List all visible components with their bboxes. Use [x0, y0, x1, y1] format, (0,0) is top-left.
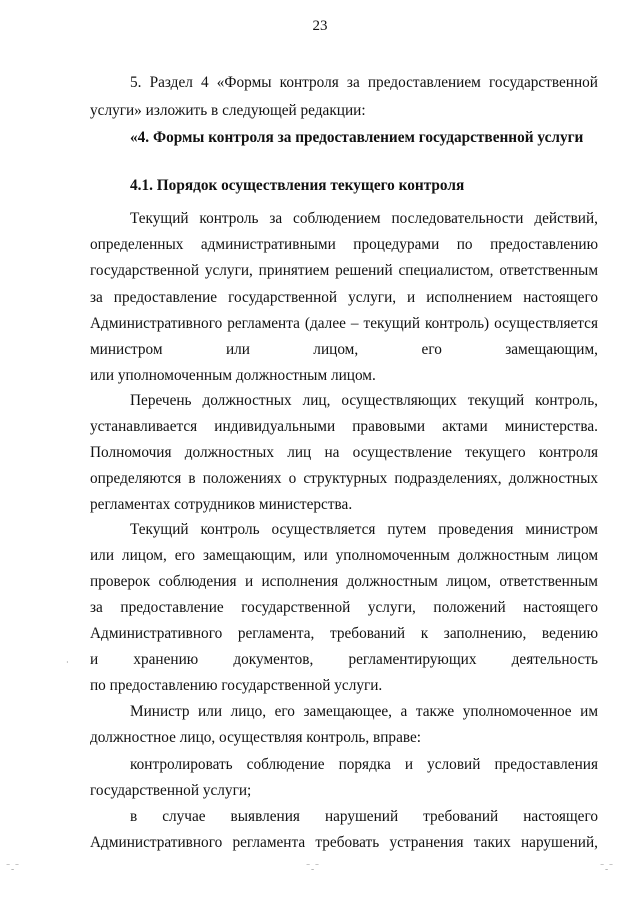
text-line: государственной услуги; — [90, 782, 252, 799]
text-line: Перечень должностных лиц, осуществляющих текущий контроль, — [130, 392, 598, 409]
text-line: 5. Раздел 4 «Формы контроля за предоставлением государственной — [130, 74, 598, 91]
page-number: 23 — [312, 18, 328, 34]
scan-mark: ⁻ˍ⁻ — [306, 862, 321, 871]
text-line: Текущий контроль осуществляется путем проведения министром — [130, 521, 598, 538]
text-line: Административного регламента требовать устранения таких нарушений, — [90, 834, 598, 851]
text-line: по предоставлению государственной услуги. — [90, 677, 383, 694]
text-line: регламентах сотрудников министерства. — [90, 496, 353, 513]
text-line: или уполномоченным должностным лицом. — [90, 367, 376, 384]
text-line: за предоставление государственной услуги, положений настоящего — [90, 599, 598, 616]
subsection-heading: 4.1. Порядок осуществления текущего контроля — [130, 177, 465, 194]
scan-mark: ⁻ˍ⁻ — [600, 862, 615, 871]
section-heading: «4. Формы контроля за предоставлением государственной услуги — [130, 129, 584, 146]
text-line: и хранению документов, регламентирующих деятельность — [90, 651, 598, 668]
text-line: Текущий контроль за соблюдением последовательности действий, — [130, 210, 598, 227]
text-line: в случае выявления нарушений требований настоящего — [130, 808, 598, 825]
text-line: устанавливается индивидуальными правовыми актами министерства. — [90, 418, 598, 435]
text-line: должностное лицо, осуществляя контроль, вправе: — [90, 729, 422, 746]
text-line: государственной услуги, принятием решений специалистом, ответственным — [90, 262, 598, 279]
text-line: Административного регламента (далее – текущий контроль) осуществляется — [90, 315, 598, 332]
text-line: услуги» изложить в следующей редакции: — [90, 102, 366, 119]
text-line: определенных административными процедурами по предоставлению — [90, 236, 598, 253]
text-line: за предоставление государственной услуги, и исполнением настоящего — [90, 289, 598, 306]
text-line: или лицом, его замещающим, или уполномоченным должностным лицом — [90, 547, 598, 564]
text-line: Министр или лицо, его замещающее, а также уполномоченное им — [130, 703, 598, 720]
text-line: Административного регламента, требований к заполнению, ведению — [90, 625, 598, 642]
scan-mark: · — [66, 658, 70, 667]
text-line: контролировать соблюдение порядка и условий предоставления — [130, 756, 598, 773]
text-line: определяются в положениях о структурных подразделениях, должностных — [90, 470, 598, 487]
scan-mark: ⁻ˍ⁻ — [6, 862, 21, 871]
text-line: проверок соблюдения и исполнения должностным лицом, ответственным — [90, 573, 598, 590]
text-line: министром или лицом, его замещающим, — [90, 341, 598, 358]
text-line: Полномочия должностных лиц на осуществление текущего контроля — [90, 444, 598, 461]
